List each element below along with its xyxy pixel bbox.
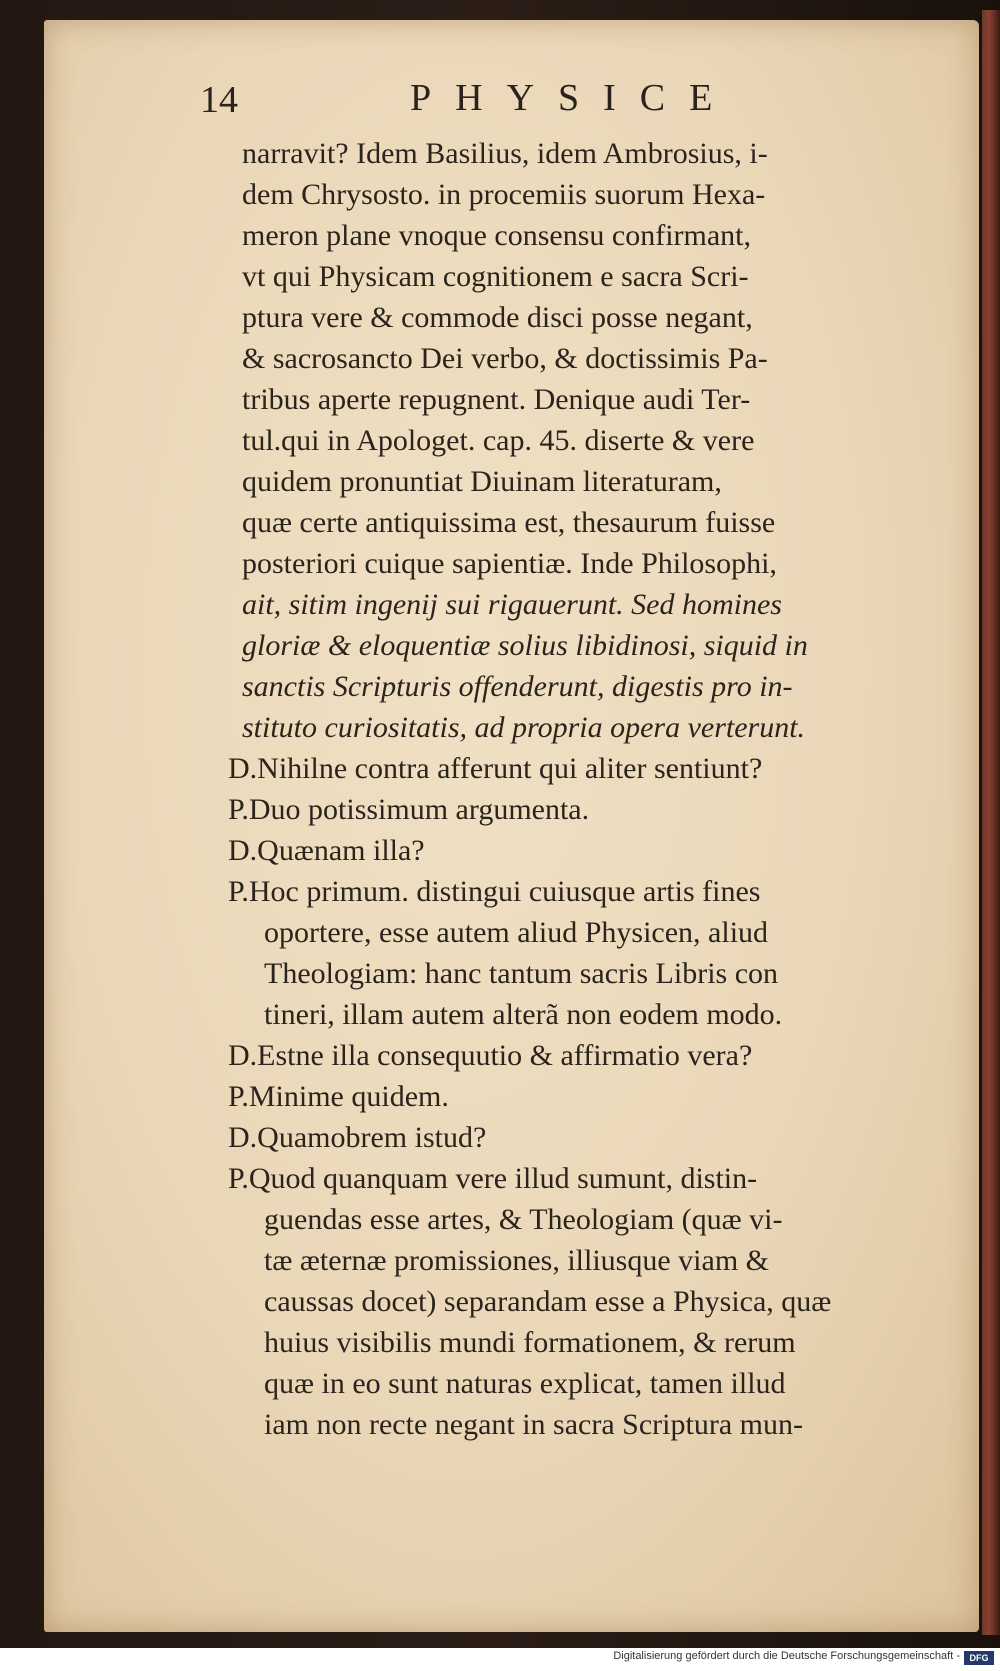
dialogue-line: D.Nihilne contra afferunt qui aliter sentiunt? [228, 752, 763, 785]
text-line: meron plane vnoque consensu confirmant, [242, 219, 752, 252]
text-line: guendas esse artes, & Theologiam (quæ vi- [264, 1203, 783, 1236]
text-line: huius visibilis mundi formationem, & rerum [264, 1326, 796, 1359]
book-edge [982, 10, 1000, 1635]
text-line: & sacrosancto Dei verbo, & doctissimis Pa- [242, 342, 768, 375]
quotation-line: ait, sitim ingenij sui rigauerunt. Sed homines [242, 588, 782, 621]
quotation-line: stituto curiositatis, ad propria opera verterunt. [242, 711, 806, 744]
text-line: iam non recte negant in sacra Scriptura mun- [264, 1408, 803, 1441]
dfg-logo-icon: DFG [964, 1651, 994, 1665]
text-line: tribus aperte repugnent. Denique audi Ter- [242, 383, 751, 416]
text-line: dem Chrysosto. in procemiis suorum Hexa- [242, 178, 766, 211]
text-line: oportere, esse autem aliud Physicen, aliud [264, 916, 769, 949]
quotation-line: sanctis Scripturis offenderunt, digestis pro in- [242, 670, 793, 703]
text-line: narravit? Idem Basilius, idem Ambrosius, i- [242, 137, 768, 170]
dialogue-line: P.Hoc primum. distingui cuiusque artis fines [228, 875, 761, 908]
footer-bar [0, 1648, 1000, 1671]
dialogue-line: P.Minime quidem. [228, 1080, 449, 1113]
dialogue-line: D.Quænam illa? [228, 834, 425, 867]
text-line: quæ in eo sunt naturas explicat, tamen illud [264, 1367, 786, 1400]
text-line: ptura vere & commode disci posse negant, [242, 301, 753, 334]
dialogue-line: P.Quod quanquam vere illud sumunt, distin- [228, 1162, 758, 1195]
text-line: tul.qui in Apologet. cap. 45. diserte & vere [242, 424, 755, 457]
text-line: Theologiam: hanc tantum sacris Libris con [264, 957, 779, 990]
text-line: caussas docet) separandam esse a Physica, quæ [264, 1285, 832, 1318]
footer-credit: Digitalisierung gefördert durch die Deutsche Forschungsgemeinschaft - [613, 1650, 960, 1662]
running-head [200, 72, 800, 132]
dialogue-line: P.Duo potissimum argumenta. [228, 793, 590, 826]
text-line: vt qui Physicam cognitionem e sacra Scri- [242, 260, 749, 293]
text-line: tineri, illam autem alterã non eodem modo. [264, 998, 783, 1031]
page-number: 14 [200, 79, 238, 121]
dialogue-line: D.Quamobrem istud? [228, 1121, 487, 1154]
text-line: quidem pronuntiat Diuinam literaturam, [242, 465, 722, 498]
text-line: tæ æternæ promissiones, illiusque viam & [264, 1244, 769, 1277]
body-text [228, 133, 948, 1445]
quotation-line: gloriæ & eloquentiæ solius libidinosi, siquid in [242, 629, 808, 662]
dialogue-line: D.Estne illa consequutio & affirmatio vera? [228, 1039, 753, 1072]
text-line: posteriori cuique sapientiæ. Inde Philosophi, [242, 547, 777, 580]
text-line: quæ certe antiquissima est, thesaurum fuisse [242, 506, 776, 539]
running-title: PHYSICE [410, 77, 737, 119]
